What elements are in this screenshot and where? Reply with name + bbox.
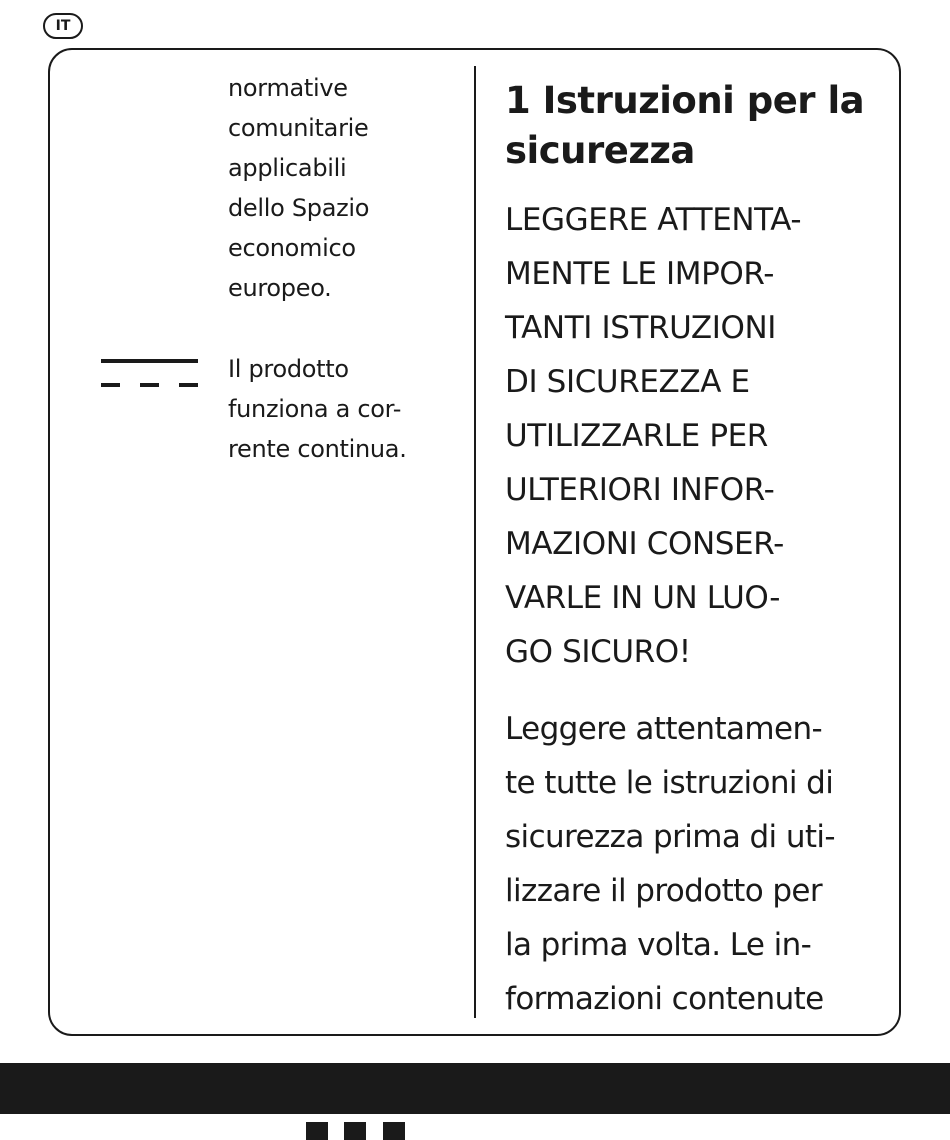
language-code: IT	[55, 18, 71, 34]
dc-solid-line	[101, 359, 198, 363]
dash-mark	[306, 1122, 328, 1140]
dc-dash	[140, 383, 159, 387]
section-heading: 1 Istruzioni per la sicurezza	[505, 79, 865, 172]
regulation-paragraph: normative comunitarie applicabili dello Spazio economico europeo.	[228, 74, 370, 302]
dash-mark	[383, 1122, 405, 1140]
footer-bar	[0, 1063, 950, 1114]
direct-current-paragraph: Il prodotto funziona a cor- rente continua.	[228, 355, 407, 463]
safety-body-text: Leggere attentamen- te tutte le istruzioni di sicurezza prima di uti- lizzare il prodotto per la prima volta. Le in- formazioni contenute	[505, 711, 836, 1017]
dc-dash	[179, 383, 198, 387]
column-divider	[474, 66, 476, 1018]
dash-mark	[344, 1122, 366, 1140]
language-badge	[43, 13, 83, 39]
direct-current-icon	[101, 356, 198, 392]
dc-dash	[101, 383, 120, 387]
safety-notice-caps: LEGGERE ATTENTA- MENTE LE IMPOR- TANTI ISTRUZIONI DI SICUREZZA E UTILIZZARLE PER ULTERIORI INFOR- MAZIONI CONSER- VARLE IN UN LUO- GO SICURO!	[505, 202, 802, 670]
